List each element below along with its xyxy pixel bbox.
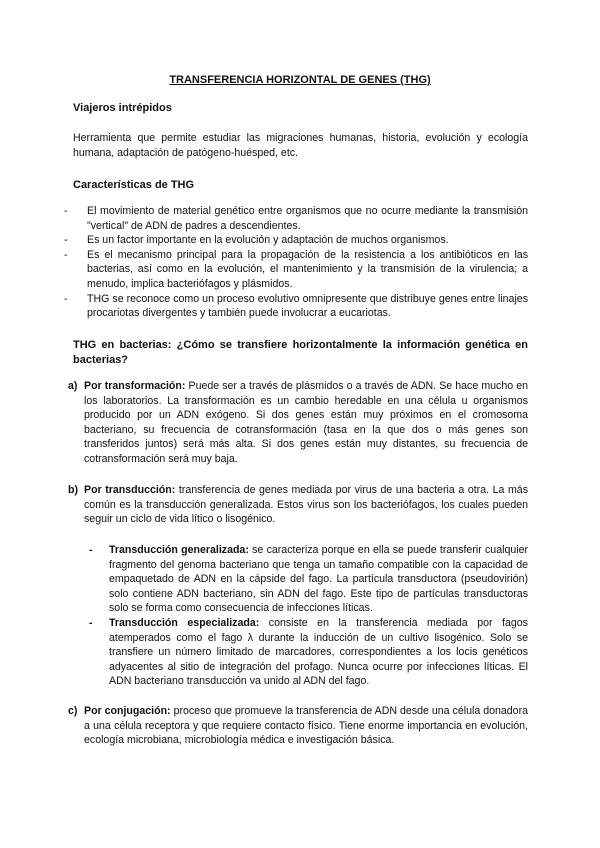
item-conjugacion [68,704,528,748]
subitem-especializada [89,616,528,689]
list-item-text: Es un factor importante en la evolución y adaptación de muchos organismos. [87,234,449,247]
paragraph-viajeros: Herramienta que permite estudiar las migraciones humanas, historia, evolución y ecología humana, adaptación de patógeno-huésped, etc. [73,132,528,159]
item-text: proceso que promueve la transferencia de ADN desde una célula donadora a una célula receptora y que requiere contacto físico. Tiene enorme importancia en evolución, ecología microbiana, microbiología médica e investigación básica. [84,705,528,747]
subitem-term: Transducción generalizada: [109,544,249,556]
list-item-text: THG se reconoce como un proceso evolutivo omnipresente que distribuye genes entre linajes procariotas divergentes y también puede involucrar a eucariotas. [87,292,528,320]
question-heading: THG en bacterias: ¿Cómo se transfiere horizontalmente la información genética en bacterias? [73,339,528,366]
subitem-dash: - [89,617,93,629]
item-letter: b) [68,484,78,496]
subitem-text: consiste en la transferencia mediada por fagos atemperados como el fago λ durante la inducción de un cultivo lisogénico. Solo se transfiere un número limitado de marcadores, correspondientes a los locis genéticos adyacentes al sitio de integración del profago. Nunca ocurre por infecciones líticas. El ADN bacteriano transducción va unido al ADN del fago. [109,617,528,688]
list-item [64,204,528,233]
bullet-dash: - [64,248,68,261]
item-term: Por transformación: [84,380,186,392]
subitem-text: se caracteriza porque en ella se puede transferir cualquier fragmento del genoma bacteriano que tenga un tamaño compatible con la capacidad de empaquetado de ADN en la cápside del fago. La partícula transductora (pseudovirión) solo contiene ADN bacteriano, sin ADN del fago. Este tipo de partículas transductoras solo se forma como consecuencia de infecciones líticas. [109,544,528,615]
heading-viajeros: Viajeros intrépidos [73,102,172,114]
bullet-dash: - [64,234,68,247]
subitem-generalizada [89,543,528,616]
list-item [64,248,528,292]
list-item-text: El movimiento de material genético entre organismos que no ocurre mediante la transmisión "vertical" de ADN de padres a descendientes. [87,205,528,232]
item-transduccion [68,483,528,527]
list-item [64,233,528,248]
bullet-dash: - [64,205,68,217]
list-item [64,292,528,321]
heading-caracteristicas: Características de THG [73,179,195,191]
document-title: TRANSFERENCIA HORIZONTAL DE GENES (THG) [169,74,431,86]
characteristics-list [64,204,528,321]
list-item-text: Es el mecanismo principal para la propagación de la resistencia a los antibióticos en las bacterias, así como en la evolución, el mantenimiento y la transmisión de la virulencia; a menudo, implica bacteriófagos y plásmidos. [87,248,528,290]
item-term: Por transducción: [84,484,176,496]
subitem-dash: - [89,544,93,556]
bullet-dash: - [64,292,68,305]
item-transformacion [68,379,528,467]
item-text: transferencia de genes mediada por virus de una bacteria a otra. La más común es la transducción generalizada. Estos virus son los bacteriófagos, los cuales pueden seguir un ciclo de vida lítico o lisogénico. [84,484,528,526]
item-text: Puede ser a través de plásmidos o a través de ADN. Se hace mucho en los laboratorios. La transformación es un cambio heredable en una célula u organismos producido por un ADN exógeno. Si dos genes están muy próximos en el cromosoma bacteriano, su frecuencia de cotransformación (tasa en la que dos o más genes son transferidos juntos) será más alta. Si dos genes están muy distantes, su frecuencia de cotransformación será muy baja. [84,380,528,465]
item-letter: c) [68,705,78,717]
subitem-term: Transducción especializada: [109,617,260,629]
item-letter: a) [68,380,78,392]
item-term: Por conjugación: [84,705,171,717]
